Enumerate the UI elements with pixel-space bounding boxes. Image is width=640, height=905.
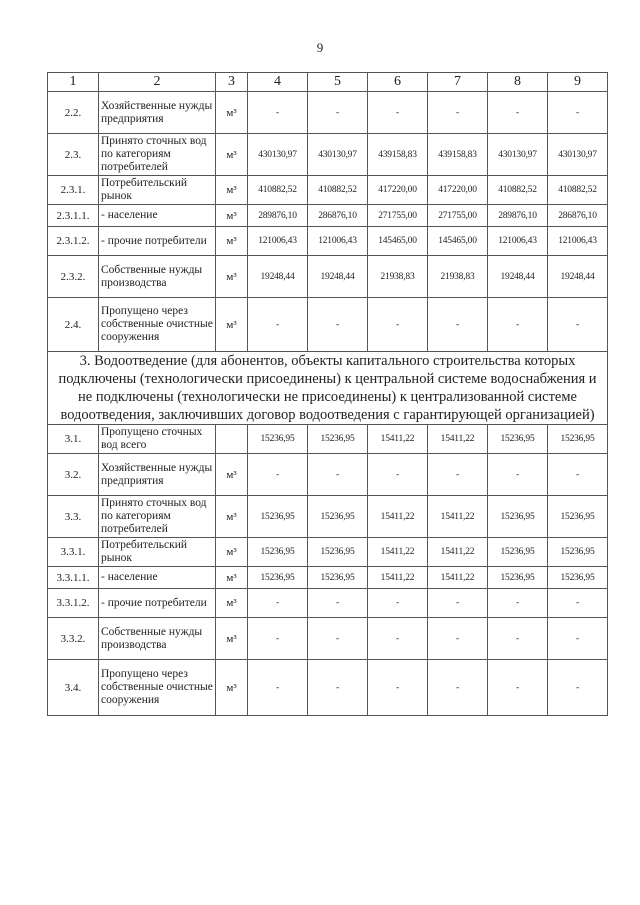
row-value: 15236,95 — [308, 496, 368, 538]
row-value: - — [428, 589, 488, 618]
row-value: - — [308, 454, 368, 496]
row-value: 430130,97 — [248, 134, 308, 176]
row-unit: м³ — [216, 496, 248, 538]
table-row — [48, 618, 608, 660]
row-value: - — [548, 298, 608, 352]
row-unit: м³ — [216, 176, 248, 205]
row-value: 15236,95 — [308, 425, 368, 454]
row-value: - — [368, 660, 428, 716]
row-number: 2.3.2. — [48, 256, 99, 298]
row-value: 15236,95 — [488, 425, 548, 454]
row-name: Принято сточных вод по категориям потребителей — [99, 496, 216, 538]
row-value: - — [428, 298, 488, 352]
table-body — [48, 73, 608, 716]
table-row — [48, 454, 608, 496]
row-value: - — [308, 660, 368, 716]
balance-table — [47, 72, 608, 716]
row-value: 15236,95 — [488, 567, 548, 589]
row-value: 15236,95 — [248, 496, 308, 538]
row-value: 21938,83 — [368, 256, 428, 298]
row-number: 3.3.1.1. — [48, 567, 99, 589]
section-row — [48, 352, 608, 425]
row-number: 2.3.1.1. — [48, 205, 99, 227]
row-value: 15236,95 — [548, 567, 608, 589]
row-value: 430130,97 — [548, 134, 608, 176]
row-value: - — [488, 298, 548, 352]
row-value: - — [488, 618, 548, 660]
row-name: - население — [99, 567, 216, 589]
row-value: - — [368, 92, 428, 134]
row-value: 410882,52 — [488, 176, 548, 205]
row-value: 410882,52 — [308, 176, 368, 205]
row-value: 15411,22 — [428, 496, 488, 538]
row-value: 145465,00 — [368, 227, 428, 256]
row-name: - прочие потребители — [99, 589, 216, 618]
row-number: 2.2. — [48, 92, 99, 134]
row-number: 3.2. — [48, 454, 99, 496]
row-value: 15411,22 — [368, 496, 428, 538]
row-value: 289876,10 — [248, 205, 308, 227]
row-value: - — [488, 589, 548, 618]
row-value: 289876,10 — [488, 205, 548, 227]
page-number: 9 — [316, 40, 324, 55]
row-value: - — [488, 454, 548, 496]
row-value: 271755,00 — [428, 205, 488, 227]
row-value: 15411,22 — [428, 538, 488, 567]
column-header: 2 — [99, 73, 216, 92]
table-row — [48, 425, 608, 454]
row-unit: м³ — [216, 256, 248, 298]
table-row — [48, 589, 608, 618]
row-value: 19248,44 — [248, 256, 308, 298]
row-unit: м³ — [216, 454, 248, 496]
row-name: Потребительский рынок — [99, 176, 216, 205]
table-row — [48, 567, 608, 589]
row-value: - — [548, 660, 608, 716]
column-header: 6 — [368, 73, 428, 92]
row-value: 439158,83 — [368, 134, 428, 176]
row-value: 410882,52 — [248, 176, 308, 205]
row-value: 15236,95 — [488, 538, 548, 567]
row-value: 410882,52 — [548, 176, 608, 205]
row-value: 121006,43 — [488, 227, 548, 256]
row-value: 15236,95 — [248, 425, 308, 454]
row-number: 2.4. — [48, 298, 99, 352]
row-unit: м³ — [216, 618, 248, 660]
row-name: Принято сточных вод по категориям потребителей — [99, 134, 216, 176]
row-value: - — [368, 618, 428, 660]
row-value: 19248,44 — [488, 256, 548, 298]
row-name: Пропущено сточных вод всего — [99, 425, 216, 454]
row-value: 15236,95 — [488, 496, 548, 538]
row-value: 15411,22 — [368, 425, 428, 454]
table-row — [48, 92, 608, 134]
row-unit: м³ — [216, 227, 248, 256]
row-value: - — [488, 92, 548, 134]
row-value: - — [248, 589, 308, 618]
column-header: 3 — [216, 73, 248, 92]
row-value: - — [248, 660, 308, 716]
row-unit: м³ — [216, 567, 248, 589]
row-value: - — [548, 589, 608, 618]
row-unit: м³ — [216, 298, 248, 352]
row-number: 3.3. — [48, 496, 99, 538]
row-unit: м³ — [216, 205, 248, 227]
section-title: 3. Водоотведение (для абонентов, объекты капитального строительства которых подключены (технологически присоединены) к центральной системе водоснабжения и не подключены (технологически не присоединены) к централизованной системе водоотведения, заключивших договор водоотведения с гарантирующей организацией) — [48, 352, 608, 425]
column-header: 9 — [548, 73, 608, 92]
row-value: 15236,95 — [548, 538, 608, 567]
row-value: 286876,10 — [548, 205, 608, 227]
column-header: 4 — [248, 73, 308, 92]
row-number: 2.3.1. — [48, 176, 99, 205]
row-value: - — [248, 454, 308, 496]
row-name: Хозяйственные нужды предприятия — [99, 92, 216, 134]
row-unit: м³ — [216, 538, 248, 567]
row-value: 439158,83 — [428, 134, 488, 176]
row-number: 3.3.2. — [48, 618, 99, 660]
row-value: 121006,43 — [548, 227, 608, 256]
row-value: 15411,22 — [428, 567, 488, 589]
row-unit: м³ — [216, 134, 248, 176]
row-value: - — [368, 589, 428, 618]
row-value: 430130,97 — [308, 134, 368, 176]
row-value: 271755,00 — [368, 205, 428, 227]
row-number: 2.3. — [48, 134, 99, 176]
row-name: - прочие потребители — [99, 227, 216, 256]
table-row — [48, 134, 608, 176]
row-value: 121006,43 — [248, 227, 308, 256]
table-header-row — [48, 73, 608, 92]
row-number: 3.3.1. — [48, 538, 99, 567]
row-value: - — [248, 298, 308, 352]
row-value: 15236,95 — [248, 567, 308, 589]
row-value: 15411,22 — [368, 567, 428, 589]
row-value: - — [428, 618, 488, 660]
row-number: 3.4. — [48, 660, 99, 716]
row-number: 2.3.1.2. — [48, 227, 99, 256]
column-header: 5 — [308, 73, 368, 92]
row-unit: м³ — [216, 660, 248, 716]
row-value: 15411,22 — [368, 538, 428, 567]
row-name: Потребительский рынок — [99, 538, 216, 567]
row-value: - — [308, 298, 368, 352]
row-value: 19248,44 — [308, 256, 368, 298]
table-row — [48, 496, 608, 538]
row-value: - — [368, 454, 428, 496]
row-value: - — [368, 298, 428, 352]
row-value: - — [488, 660, 548, 716]
column-header: 1 — [48, 73, 99, 92]
row-value: - — [308, 618, 368, 660]
table-row — [48, 538, 608, 567]
row-name: Пропущено через собственные очистные сооружения — [99, 660, 216, 716]
row-value: - — [428, 92, 488, 134]
row-value: - — [548, 92, 608, 134]
row-number: 3.3.1.2. — [48, 589, 99, 618]
row-value: - — [548, 618, 608, 660]
row-value: 417220,00 — [428, 176, 488, 205]
row-value: 286876,10 — [308, 205, 368, 227]
table-row — [48, 256, 608, 298]
row-value: 430130,97 — [488, 134, 548, 176]
row-unit: м³ — [216, 589, 248, 618]
row-value: 121006,43 — [308, 227, 368, 256]
row-value: - — [548, 454, 608, 496]
row-unit: м³ — [216, 92, 248, 134]
row-value: 15236,95 — [308, 538, 368, 567]
row-name: Хозяйственные нужды предприятия — [99, 454, 216, 496]
row-value: - — [248, 92, 308, 134]
table-row — [48, 227, 608, 256]
row-value: 15236,95 — [548, 496, 608, 538]
row-name: - население — [99, 205, 216, 227]
row-value: 15411,22 — [428, 425, 488, 454]
row-value: 15236,95 — [248, 538, 308, 567]
row-value: 417220,00 — [368, 176, 428, 205]
column-header: 7 — [428, 73, 488, 92]
row-value: - — [248, 618, 308, 660]
table-row — [48, 176, 608, 205]
table-row — [48, 660, 608, 716]
table-row — [48, 205, 608, 227]
row-name: Пропущено через собственные очистные сооружения — [99, 298, 216, 352]
row-name: Собственные нужды производства — [99, 256, 216, 298]
row-value: - — [308, 589, 368, 618]
row-value: 15236,95 — [308, 567, 368, 589]
row-value: - — [428, 660, 488, 716]
row-value: 15236,95 — [548, 425, 608, 454]
row-value: 19248,44 — [548, 256, 608, 298]
row-value: - — [308, 92, 368, 134]
row-name: Собственные нужды производства — [99, 618, 216, 660]
row-unit — [216, 425, 248, 454]
column-header: 8 — [488, 73, 548, 92]
row-value: 145465,00 — [428, 227, 488, 256]
table-row — [48, 298, 608, 352]
row-value: - — [428, 454, 488, 496]
row-value: 21938,83 — [428, 256, 488, 298]
row-number: 3.1. — [48, 425, 99, 454]
